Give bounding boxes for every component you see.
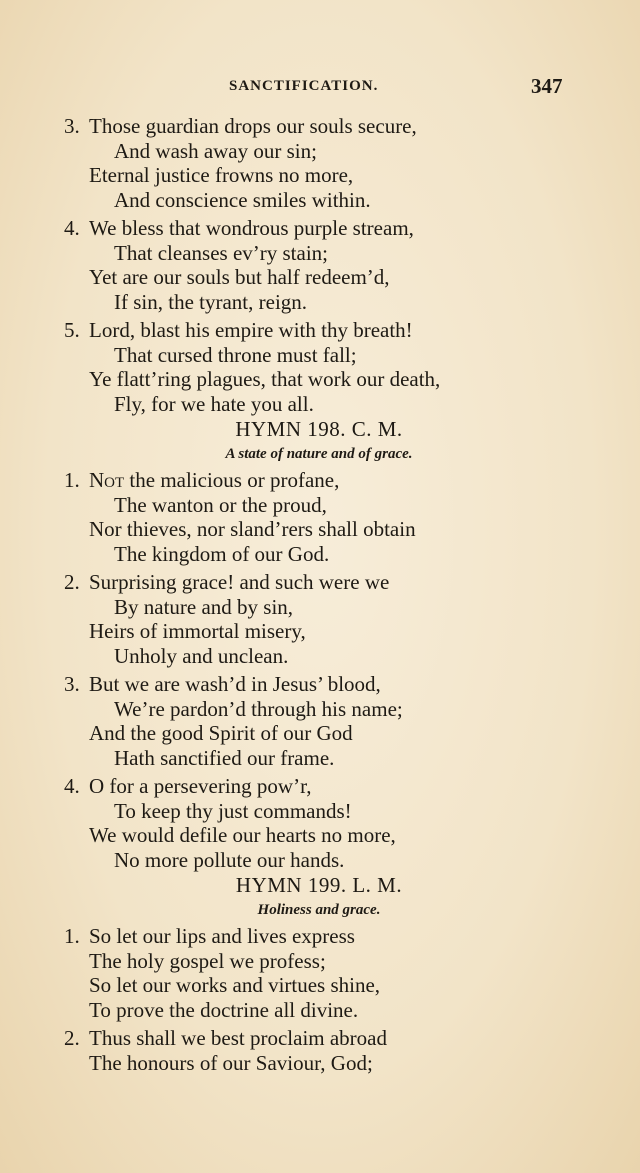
verse-line: Ye flatt’ring plagues, that work our death,	[89, 367, 441, 391]
page-number: 347	[531, 74, 563, 98]
verse-line: We would defile our hearts no more,	[89, 823, 396, 847]
verse-line: Nor thieves, nor sland’rers shall obtain	[89, 517, 416, 541]
running-head: SANCTIFICATION.	[229, 78, 379, 94]
stanza-4	[64, 216, 544, 314]
verse-line: 4. We bless that wondrous purple stream,	[64, 216, 414, 240]
stanza-number: 3.	[64, 114, 80, 138]
verse-line: That cursed throne must fall;	[114, 342, 357, 367]
stanza-number: 2.	[64, 570, 80, 594]
verse-line: 3. But we are wash’d in Jesus’ blood,	[64, 672, 381, 696]
verse-line: And wash away our sin;	[114, 138, 317, 163]
verse-line: Eternal justice frowns no more,	[89, 163, 354, 187]
hymn-title: HYMN 198. C. M.	[235, 417, 403, 441]
verse-line: No more pollute our hands.	[114, 847, 345, 872]
verse-line: To keep thy just commands!	[114, 798, 352, 823]
verse-line: Unholy and unclean.	[114, 643, 289, 668]
verse-line: The kingdom of our God.	[114, 541, 330, 566]
verse-line: By nature and by sin,	[114, 594, 294, 619]
page-header	[0, 74, 640, 100]
page-body	[64, 114, 544, 1079]
verse-line: Hath sanctified our frame.	[114, 745, 335, 770]
verse-line: 3. Those guardian drops our souls secure,	[64, 114, 417, 138]
hymn-subtitle: A state of nature and of grace.	[225, 446, 413, 462]
stanza-2	[64, 570, 544, 668]
stanza-number: 3.	[64, 672, 80, 696]
verse-line: So let our works and virtues shine,	[89, 973, 381, 997]
verse-line: The holy gospel we profess;	[89, 948, 326, 973]
stanza-number: 5.	[64, 318, 80, 342]
verse-line: The wanton or the proud,	[114, 492, 327, 517]
verse-line: And the good Spirit of our God	[89, 721, 353, 745]
verse-line: 2. Surprising grace! and such were we	[64, 570, 390, 594]
verse-line: The honours of our Saviour, God;	[89, 1050, 373, 1075]
stanza-1	[64, 468, 544, 566]
verse-line: Yet are our souls but half redeem’d,	[89, 265, 390, 289]
verse-line: If sin, the tyrant, reign.	[114, 289, 308, 314]
verse-line: 1. Not the malicious or profane,	[64, 468, 340, 492]
stanza-number: 2.	[64, 1026, 80, 1050]
verse-line: 1. So let our lips and lives express	[64, 924, 355, 948]
stanza-5	[64, 318, 544, 416]
verse-line: 5. Lord, blast his empire with thy breath!	[64, 318, 413, 342]
verse-line: 4. O for a persevering pow’r,	[64, 774, 312, 798]
stanza-3	[64, 672, 544, 770]
stanza-2	[64, 1026, 544, 1075]
verse-line: 2. Thus shall we best proclaim abroad	[64, 1026, 387, 1050]
verse-line: We’re pardon’d through his name;	[114, 696, 403, 721]
stanza-number: 1.	[64, 924, 80, 948]
verse-line: And conscience smiles within.	[114, 187, 371, 212]
initial-word: Not	[89, 468, 125, 492]
verse-line: That cleanses ev’ry stain;	[114, 240, 328, 265]
stanza-4	[64, 774, 544, 872]
stanza-number: 4.	[64, 216, 80, 240]
verse-line: Heirs of immortal misery,	[89, 619, 306, 643]
stanza-number: 1.	[64, 468, 80, 492]
hymn-subtitle: Holiness and grace.	[257, 902, 381, 918]
stanza-1	[64, 924, 544, 1022]
verse-line: Fly, for we hate you all.	[114, 391, 314, 416]
verse-line: To prove the doctrine all divine.	[89, 997, 359, 1022]
stanza-3	[64, 114, 544, 212]
stanza-number: 4.	[64, 774, 80, 798]
hymn-title: HYMN 199. L. M.	[235, 873, 403, 897]
